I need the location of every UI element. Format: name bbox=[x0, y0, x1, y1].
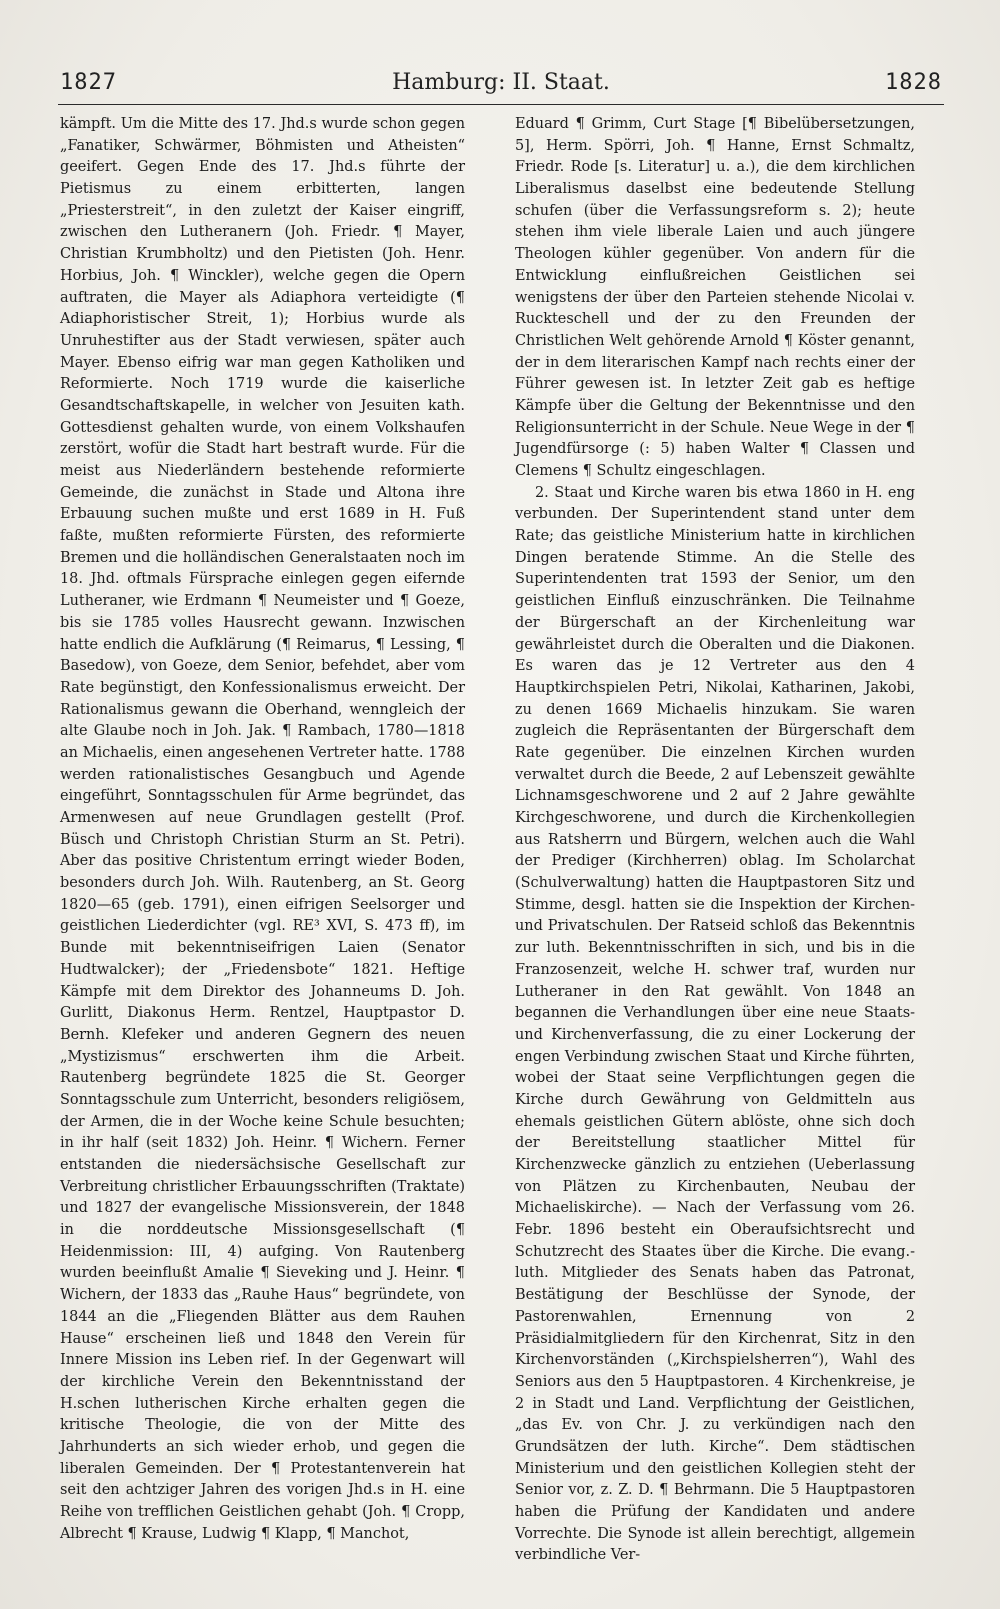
left-column-paragraph-1: kämpft. Um die Mitte des 17. Jhd.s wurde schon gegen „Fanatiker, Schwärmer, Böhmisten und Atheisten“ geeifert. Gegen Ende des 17. Jhd.s führte der Pietismus zu einem erbitterten, langen „Priesterstreit“, in den zuletzt der Kaiser eingriff, zwischen den Lutheranern (Joh. Friedr. ¶ Mayer, Christian Krumbholtz) und den Pietisten (Joh. Henr. Horbius, Joh. ¶ Winckler), welche gegen die Opern auftraten, die Mayer als Adiaphora verteidigte (¶ Adiaphoristischer Streit, 1); Horbius wurde als Unruhestifter aus der Stadt verwiesen, später auch Mayer. Ebenso eifrig war man gegen Katholiken und Reformierte. Noch 1719 wurde die kaiserliche Gesandtschaftskapelle, in welcher von Jesuiten kath. Gottesdienst gehalten wurde, von einem Volkshaufen zerstört, wofür die Stadt hart bestraft wurde. Für die meist aus Niederländern bestehende reformierte Gemeinde, die zunächst in Stade und Altona ihre Erbauung suchen mußte und erst 1689 in H. Fuß faßte, mußten reformierte Fürsten, des reformierte Bremen und die holländischen Generalstaaten noch im 18. Jhd. oftmals Fürsprache einlegen gegen eifernde Lutheraner, wie Erdmann ¶ Neumeister und ¶ Goeze, bis sie 1785 volles Hausrecht gewann. Inzwischen hatte endlich die Aufklärung (¶ Reimarus, ¶ Lessing, ¶ Basedow), von Goeze, dem Senior, befehdet, aber vom Rate begünstigt, den Konfessionalismus erweicht. Der Rationalismus gewann die Oberhand, wenngleich der alte Glaube noch in Joh. Jak. ¶ Rambach, 1780—1818 an Michaelis, einen angesehenen Vertreter hatte. 1788 werden rationalistisches Gesangbuch und Agende eingeführt, Sonntagsschulen für Arme begründet, das Armenwesen auf neue Grundlagen gestellt (Prof. Büsch und Christoph Christian Sturm an St. Petri). Aber das positive Christentum erringt wieder Boden, besonders durch Joh. Wilh. Rautenberg, an St. Georg 1820—65 (geb. 1791), einen eifrigen Seelsorger und geistlichen Liederdichter (vgl. RE³ XVI, S. 473 ff), im Bunde mit bekenntniseifrigen Laien (Senator Hudtwalcker); der „Friedensbote“ 1821. Heftige Kämpfe mit dem Direktor des Johanneums D. Joh. Gurlitt, Diakonus Herm. Rentzel, Hauptpastor D. Bernh. Klefeker und anderen Gegnern des neuen „Mystizismus“ erschwerten ihm die Arbeit. Rautenberg begründete 1825 die St. Georger Sonntagsschule zum Unterricht, besonders religiösem, der Armen, die in der Woche keine Schule besuchten; in ihr half (seit 1832) Joh. Heinr. ¶ Wichern. Ferner entstanden die niedersächsische Gesellschaft zur Verbreitung christlicher Erbauungsschriften (Traktate) und 1827 der evangelische Missionsverein, der 1848 in die norddeutsche Missionsgesellschaft (¶ Heidenmission: III, 4) aufging. Von Rautenberg wurden beeinflußt Amalie ¶ Sieveking und J. Heinr. ¶ Wichern, der 1833 das „Rauhe Haus“ begründete, von 1844 an die „Fliegenden Blätter aus dem Rauhen Hause“ erscheinen ließ und 1848 den Verein für Innere Mission ins Leben rief. In der Gegenwart will der kirchliche Verein den Bekenntnisstand der H.schen lutherischen Kirche erhalten gegen die kritische Theologie, die von der Mitte des Jahrhunderts an sich wieder erhob, und gegen die liberalen Gemeinden. Der ¶ Protestantenverein hat seit den achtziger Jahren des vorigen Jhd.s in H. eine Reihe von trefflichen Geistlichen gehabt (Joh. ¶ Cropp, Albrecht ¶ Krause, Ludwig ¶ Klapp, ¶ Manchot, bbox=[60, 116, 465, 1542]
right-column-paragraph-2: 2. Staat und Kirche waren bis etwa 1860 in H. eng verbunden. Der Superintendent stand unter dem Rate; das geistliche Ministerium hatte in kirchlichen Dingen beratende Stimme. An die Stelle des Superintendenten trat 1593 der Senior, um den geistlichen Einfluß einzuschränken. Die Teilnahme der Bürgerschaft an der Kirchenleitung war gewährleistet durch die Oberalten und die Diakonen. Es waren das je 12 Vertreter aus den 4 Hauptkirchspielen Petri, Nikolai, Katharinen, Jakobi, zu denen 1669 Michaelis hinzukam. Sie waren zugleich die Repräsentanten der Bürgerschaft dem Rate gegenüber. Die einzelnen Kirchen wurden verwaltet durch die Beede, 2 auf Lebenszeit gewählte Lichnamsgeschworene und 2 auf 2 Jahre gewählte Kirchgeschworene, und durch die Kirchenkollegien aus Ratsherrn und Bürgern, welchen auch die Wahl der Prediger (Kirchherren) oblag. Im Scholarchat (Schulverwaltung) hatten die Hauptpastoren Sitz und Stimme, desgl. hatten sie die Inspektion der Kirchen- und Privatschulen. Der Ratseid schloß das Bekenntnis zur luth. Bekenntnisschriften in sich, und bis in die Franzosenzeit, welche H. schwer traf, wurden nur Lutheraner in den Rat gewählt. Von 1848 an begannen die Verhandlungen über eine neue Staats- und Kirchenverfassung, die zu einer Lockerung der engen Verbindung zwischen Staat und Kirche führten, wobei der Staat seine Verpflichtungen gegen die Kirche durch Gewährung von Geldmitteln aus ehemals geistlichen Gütern ablöste, ohne sich doch der Bereitstellung staatlicher Mittel für Kirchenzwecke gänzlich zu entziehen (Ueberlassung von Plätzen zu Kirchenbauten, Neubau der Michaeliskirche). — Nach der Verfassung vom 26. Febr. 1896 besteht ein Oberaufsichtsrecht und Schutzrecht des Staates über die Kirche. Die evang.-luth. Mitglieder des Senats haben das Patronat, Bestätigung der Beschlüsse der Synode, der Pastorenwahlen, Ernennung von 2 Präsidialmitgliedern für den Kirchenrat, Sitz in den Kirchenvorständen („Kirchspielsherren“), Wahl des Seniors aus den 5 Hauptpastoren. 4 Kirchenkreise, je 2 in Stadt und Land. Verpflichtung der Geistlichen, „das Ev. von Chr. J. zu verkündigen nach den Grundsätzen der luth. Kirche“. Dem städtischen Ministerium und den geistlichen Kollegien steht der Senior vor, z. Z. D. ¶ Behrmann. Die 5 Hauptpastoren haben die Prüfung der Kandidaten und andere Vorrechte. Die Synode ist allein berechtigt, allgemein verbindliche Ver- bbox=[515, 484, 915, 1564]
running-title: Hamburg: II. Staat. bbox=[392, 70, 610, 95]
left-column bbox=[60, 114, 465, 1545]
header-rule bbox=[58, 104, 944, 105]
left-page-number: 1827 bbox=[60, 70, 117, 95]
right-column bbox=[515, 114, 915, 1567]
page-header bbox=[60, 66, 942, 106]
right-column-paragraph-1: Eduard ¶ Grimm, Curt Stage [¶ Bibelübersetzungen, 5], Herm. Spörri, Joh. ¶ Hanne, Ernst Schmaltz, Friedr. Rode [s. Literatur] u. a.), die dem kirchlichen Liberalismus daselbst eine bedeutende Stellung schufen (über die Verfassungsreform s. 2); heute stehen ihm viele liberale Laien und auch jüngere Theologen kühler gegenüber. Von andern für die Entwicklung einflußreichen Geistlichen sei wenigstens der über den Parteien stehende Nicolai v. Ruckteschell und der zu den Freunden der Christlichen Welt gehörende Arnold ¶ Köster genannt, der in dem literarischen Kampf nach rechts einer der Führer gewesen ist. In letzter Zeit gab es heftige Kämpfe über die Geltung der Bekenntnisse und den Religionsunterricht in der Schule. Neue Wege in der ¶ Jugendfürsorge (: 5) haben Walter ¶ Classen und Clemens ¶ Schultz eingeschlagen. bbox=[515, 116, 915, 479]
right-page-number: 1828 bbox=[885, 70, 942, 95]
